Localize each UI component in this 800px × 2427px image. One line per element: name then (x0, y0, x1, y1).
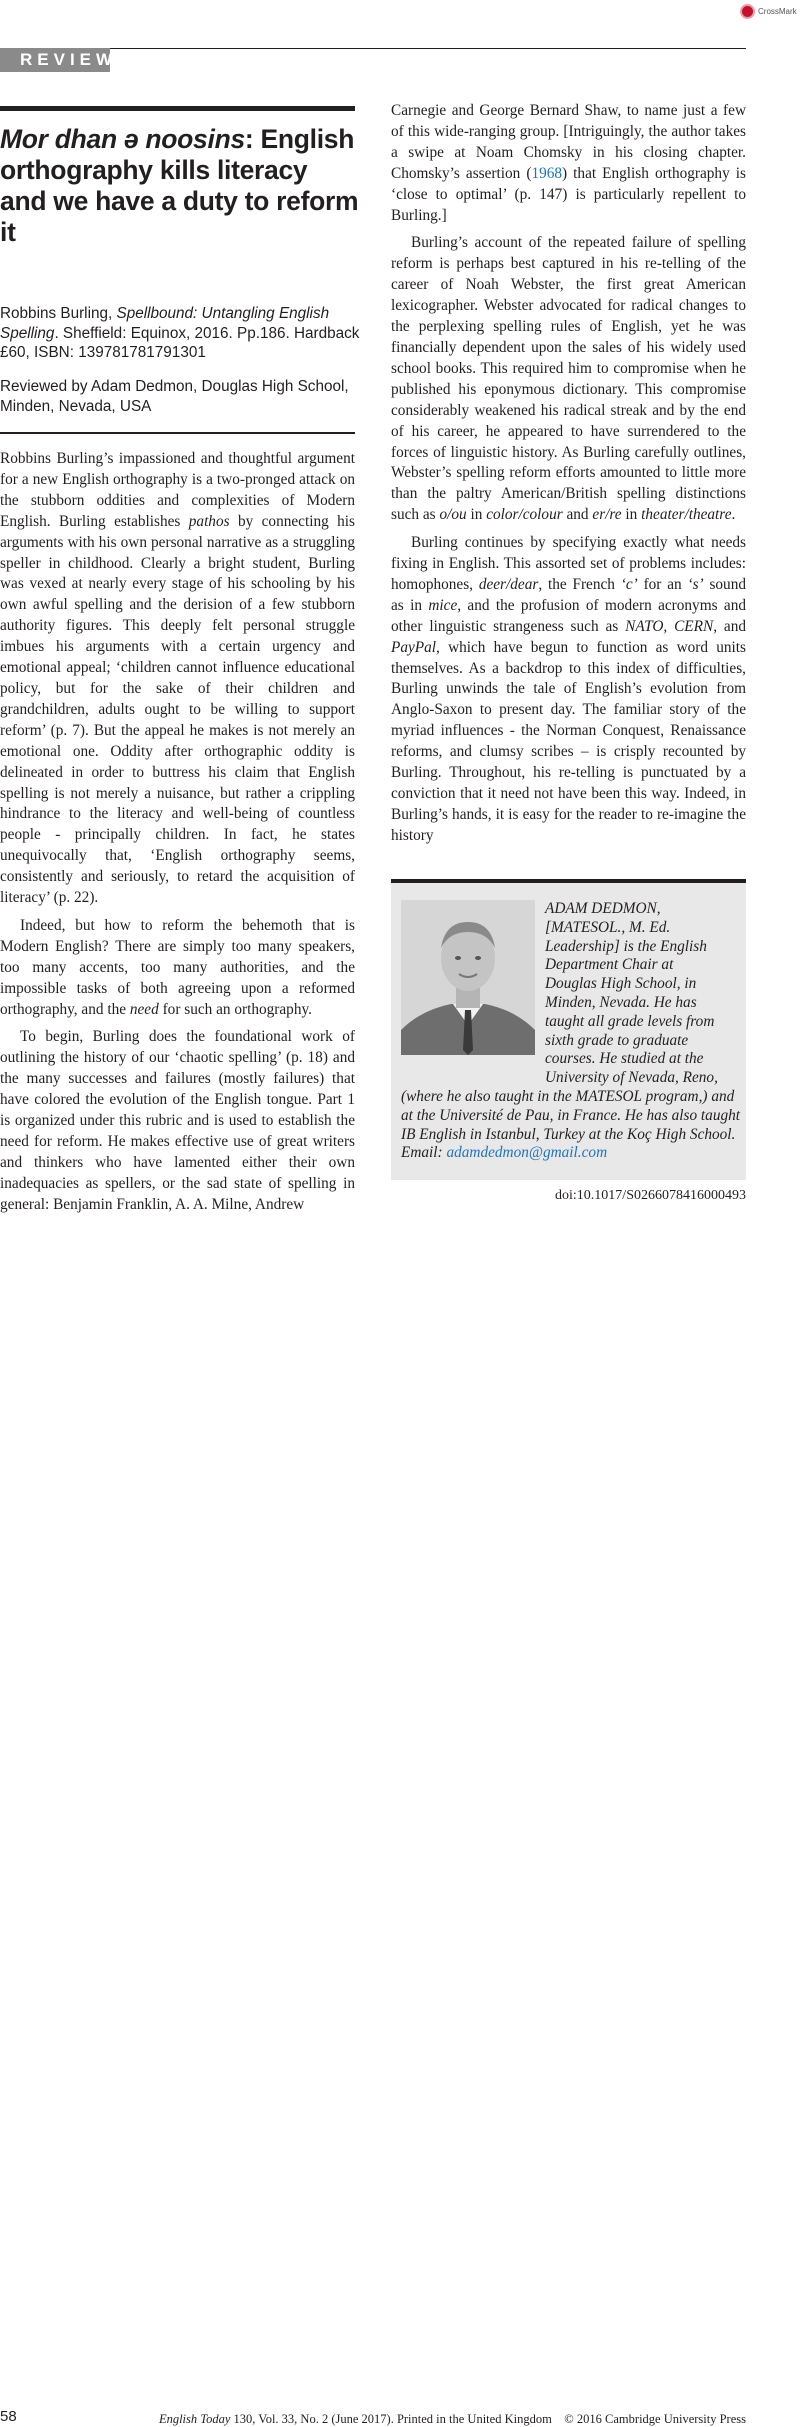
bio-line: courses. He studied at the (545, 1050, 704, 1068)
title-italic: Mor dhan ə noosins (0, 124, 245, 154)
bio-line: ADAM DEDMON, (545, 900, 661, 917)
bio-line: taught all grade levels from (545, 1012, 715, 1030)
section-label: REVIEW (0, 48, 110, 72)
bio-full: (where he also taught in the MATESOL program,) and at the Université de Pau, in France. He has also taught IB English in Istanbul, Turkey at the Koç High School. Email: adamdedmon@gmail.com (401, 1087, 741, 1162)
crossmark-badge[interactable] (740, 4, 797, 19)
paragraph: Indeed, but how to reform the behemoth that is Modern English? There are simply too many speakers, too many accents, too many authorities, and the impossible tasks of both agreeing upon a reformed orthography, and the need for such an orthography. (0, 916, 355, 1018)
bio-line: University of Nevada, Reno, (545, 1069, 718, 1087)
crossmark-icon (740, 4, 755, 19)
journal-info: English Today 130, Vol. 33, No. 2 (June 2017). Printed in the United Kingdom © 2016 Cambridge University Press (158, 2412, 746, 2426)
bio-line: [MATESOL., M. Ed. (545, 918, 671, 936)
right-column (391, 101, 746, 847)
book-details: . Sheffield: Equinox, 2016. Pp.186. Hardback £60, ISBN: 139781781791301 (0, 324, 360, 361)
reviewer-line: Reviewed by Adam Dedmon, Douglas High School, Minden, Nevada, USA (0, 378, 349, 415)
book-author: Robbins Burling, (0, 305, 117, 322)
paragraph: To begin, Burling does the foundational work of outlining the history of our ‘chaotic spelling’ (p. 18) and the many successes and failures (mostly failures) that have colored the evolution of the English tongue. Part 1 is organized under this rubric and is used to establish the need for reform. He makes effective use of great writers and thinkers who have lamented either their own inadequacies as spellers, or the sad state of spelling in general: Benjamin Franklin, A. A. Milne, Andrew (0, 1028, 355, 1213)
email-link[interactable]: adamdedmon@gmail.com (446, 1144, 608, 1162)
book-title: Spellbound: Untangling English Spelling (0, 305, 330, 342)
crossmark-label: CrossMark (758, 7, 797, 16)
mid-rule (0, 432, 355, 434)
author-bio (391, 900, 741, 1163)
article-title (0, 124, 360, 248)
bio-line: sixth grade to graduate (545, 1031, 689, 1049)
page-number: 58 (0, 2408, 17, 2425)
paragraph: Robbins Burling’s impassioned and thoughtful argument for a new English orthography is a two-pronged attack on the stubborn oddities and complexities of Modern English. Burling establishes pathos by connecting his arguments with his own personal narrative as a struggling speller in childhood. Clearly a bright student, Burling was vexed at nearly every stage of his schooling by his own awful spelling and the derision of a few stubborn authority figures. This deeply felt personal struggle imbues his arguments with a certain urgency and emotional appeal; ‘children cannot influence educational policy, but for the sake of their children and grandchildren, adults ought to be willing to support reform’ (p. 7). But the appeal he makes is not merely an emotional one. Oddity after orthographic oddity is delineated in order to buttress his claim that English spelling is not merely a nuisance, but rather a crippling hindrance to the literacy and well-being of countless people - principally children. In fact, he states unequivocally that, ‘English orthography seems, consistently and seriously, to retard the acquisition of literacy’ (p. 22). (0, 450, 355, 907)
left-column (0, 449, 355, 1216)
bio-line: Minden, Nevada. He has (545, 993, 697, 1011)
bio-line: Douglas High School, in (545, 975, 697, 993)
title-rule (0, 106, 355, 111)
bio-line: Leadership] is the English (545, 937, 707, 955)
title-rest: : English orthography kills literacy and we have a duty to reform it (0, 124, 359, 247)
author-bio-box (391, 879, 746, 1180)
paragraph: Burling’s account of the repeated failure of spelling reform is perhaps best captured in his re-telling of the career of Noah Webster, the first great American lexicographer. Webster advocated for radical changes to the perplexing spelling rules of English, yet he was financially dependent upon the sales of his widely used school books. This required him to compromise when he published his eponymous dictionary. This compromise considerably weakened his radical streak and by the end of his career, he appeared to have surrendered to the forces of linguistic history. As Burling carefully outlines, Webster’s spelling reform efforts amounted to little more than the paltry American/British spelling distinctions such as o/ou in color/colour and er/re in theater/theatre. (391, 234, 746, 524)
bio-line: Department Chair at (545, 956, 674, 974)
book-citation (0, 304, 360, 363)
doi: doi:10.1017/S0266078416000493 (555, 1188, 746, 1203)
citation-link[interactable]: 1968 (531, 164, 563, 182)
paragraph: Burling continues by specifying exactly what needs fixing in English. This assorted set of problems includes: homophones, deer/dear, the French ‘c’ for an ‘s’ sound as in mice, and the profusion of modern acronyms and other linguistic strangeness such as NATO, CERN, and PayPal, which have begun to function as word units themselves. As a backdrop to this index of difficulties, Burling unwinds the tale of English’s evolution from Anglo-Saxon to present day. The familiar story of the myriad influences - the Norman Conquest, Renaissance reforms, and clumsy scribes – is crisply recounted by Burling. Throughout, his re-telling is punctuated by a conviction that it need not have been this way. Indeed, in Burling’s hands, it is easy for the reader to re-imagine the history (391, 534, 747, 844)
paragraph: Carnegie and George Bernard Shaw, to name just a few of this wide-ranging group. [Intriguingly, the author takes a swipe at Noam Chomsky in his closing chapter. Chomsky’s assertion (1968) that English orthography is ‘close to optimal’ (p. 147) is particularly repellent to Burling.] (391, 102, 746, 224)
